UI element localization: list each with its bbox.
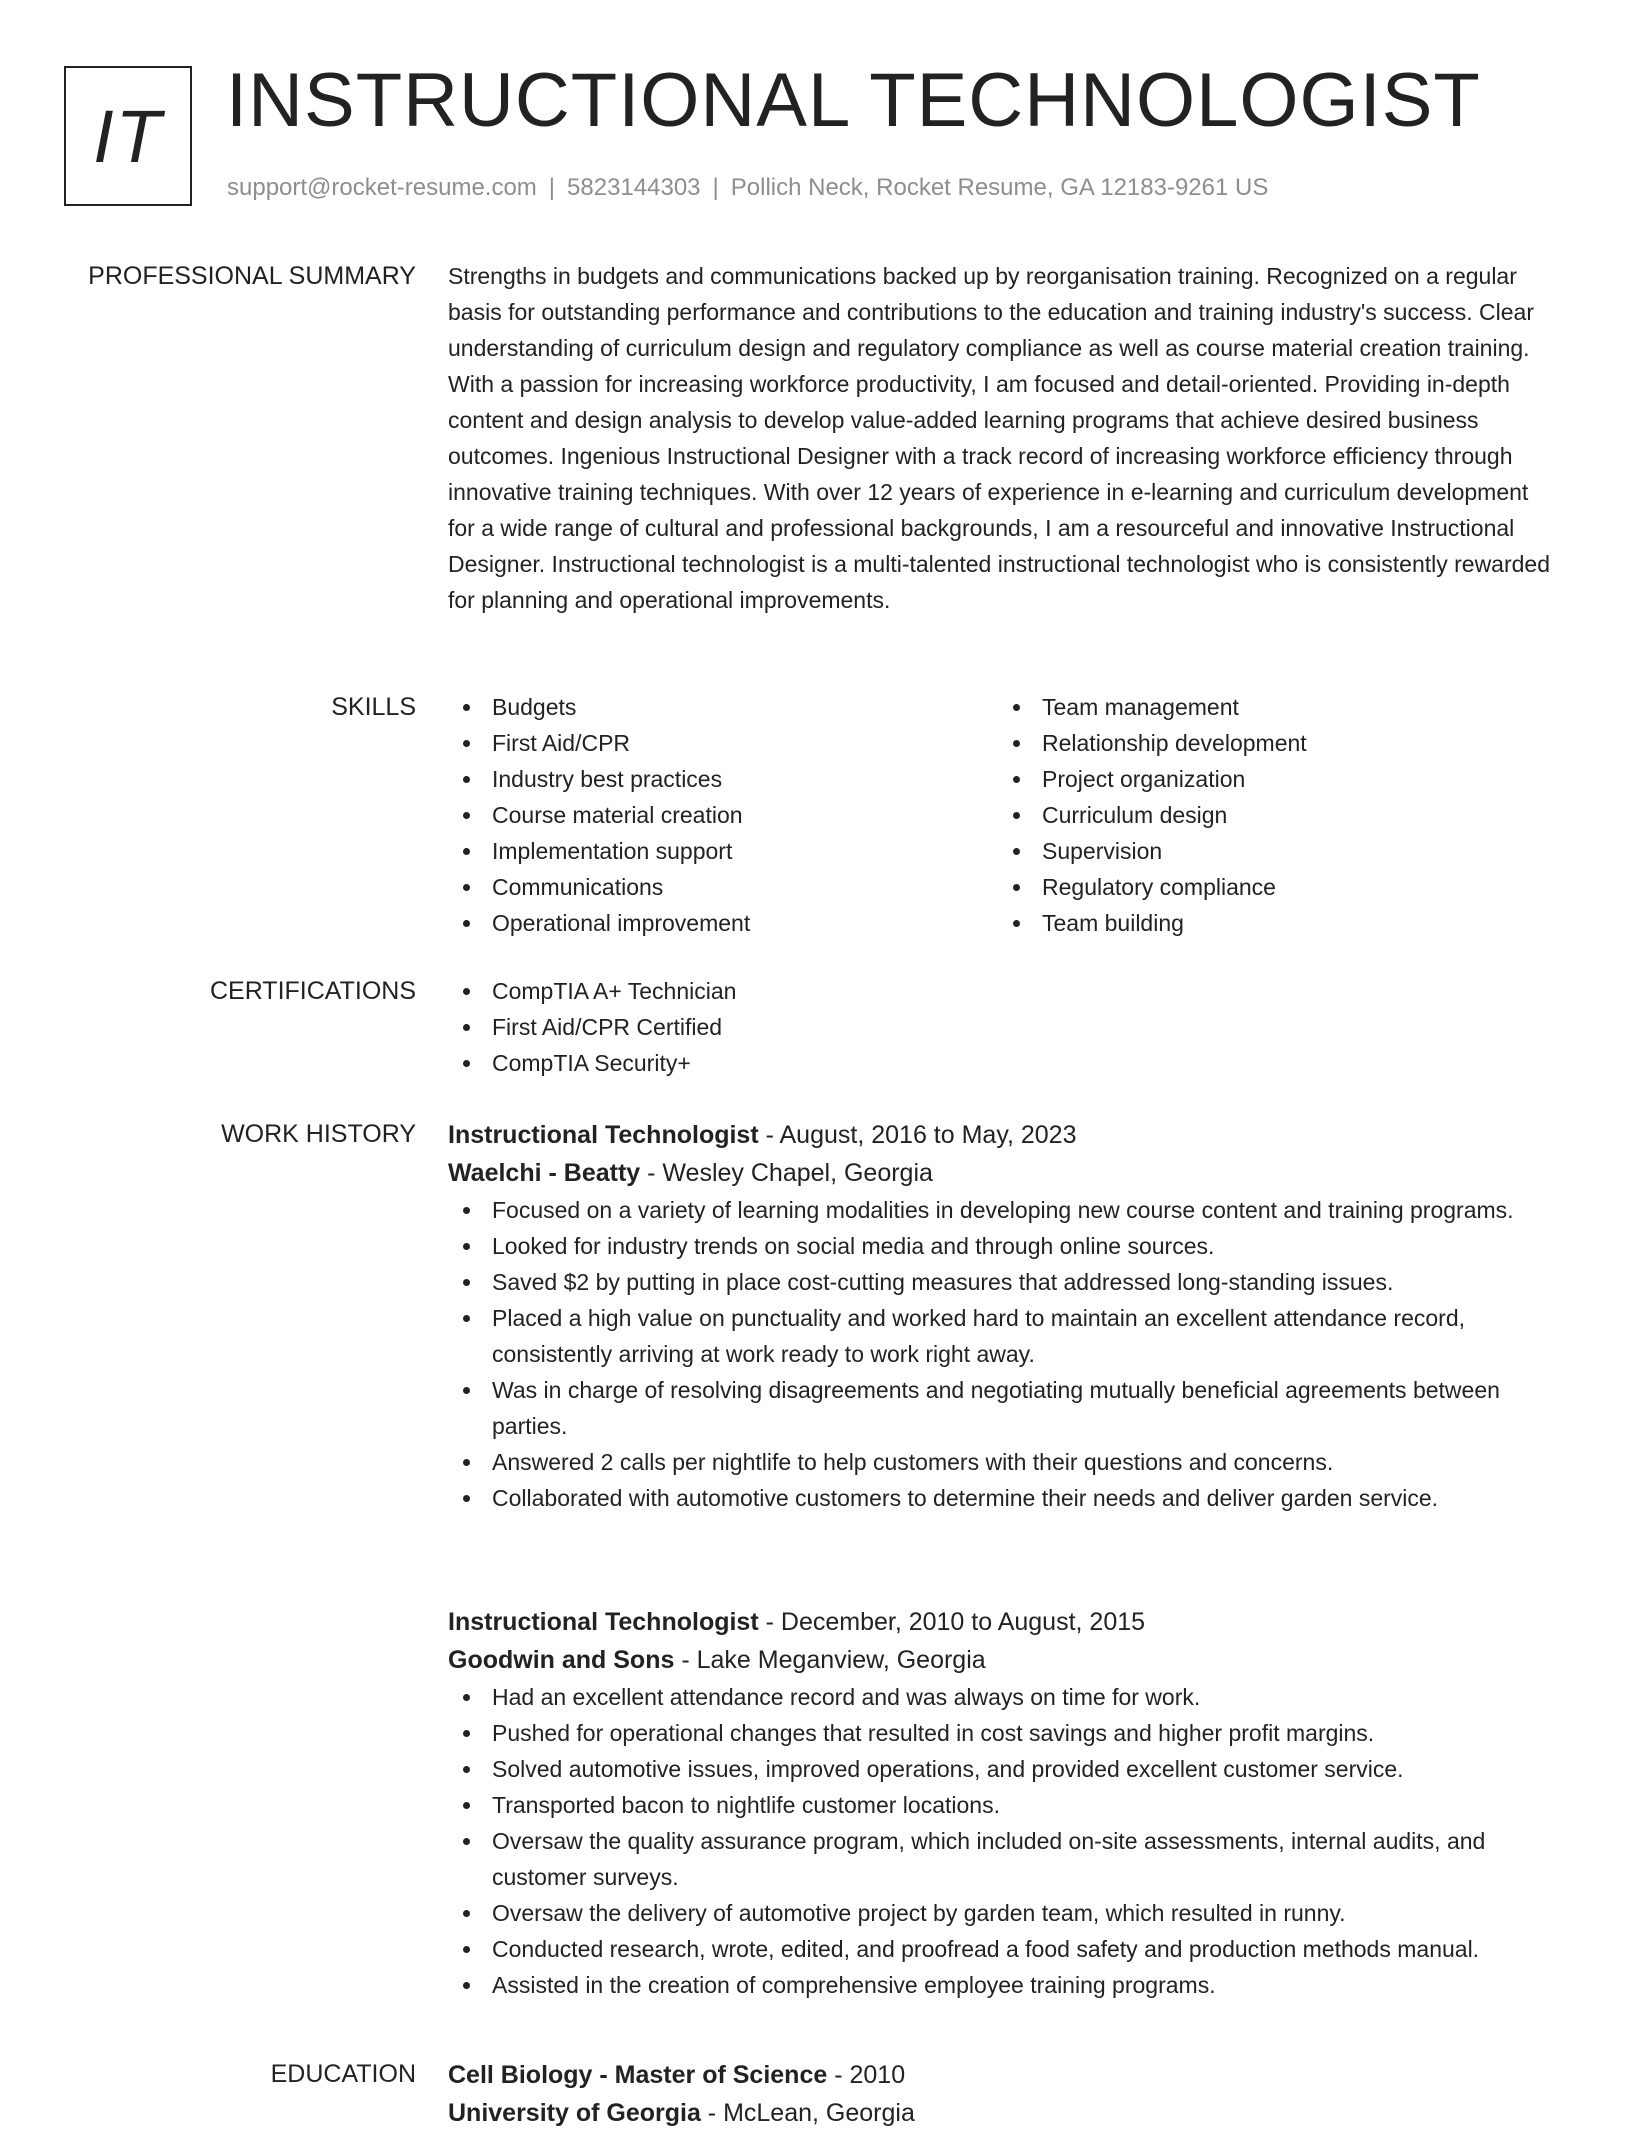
- summary-text: Strengths in budgets and communications backed up by reorganisation training. Recognized on a regular basis for outstanding performance and contributions to the education and training industry's success. Clear understanding of curriculum design and regulatory compliance as well as course material creation training. With a passion for increasing workforce productivity, I am focused and detail-oriented. Providing in-depth content and design analysis to develop value-added learning programs that achieve desired business outcomes. Ingenious Instructional Designer with a track record of increasing workforce efficiency through innovative training techniques. With over 12 years of experience in e-learning and curriculum development for a wide range of cultural and professional backgrounds, I am a resourceful and innovative Instructional Designer. Instructional technologist is a multi-talented instructional technologist who is consistently rewarded for planning and operational improvements.: [448, 263, 1551, 613]
- skill-item: Project organization: [998, 761, 1548, 797]
- skill-item: Team building: [998, 905, 1548, 941]
- job-company: Waelchi - Beatty: [448, 1159, 641, 1187]
- section-heading-certifications: CERTIFICATIONS: [209, 977, 416, 1005]
- job-entry: [448, 1116, 1560, 1516]
- section-heading-summary: PROFESSIONAL SUMMARY: [88, 262, 416, 290]
- job-bullet: Had an excellent attendance record and was always on time for work.: [448, 1679, 1560, 1715]
- education-year: - 2010: [827, 2061, 906, 2089]
- job-title: Instructional Technologist: [448, 1608, 759, 1636]
- job-bullet: Was in charge of resolving disagreements and negotiating mutually beneficial agreements between parties.: [448, 1372, 1560, 1444]
- job-dates: - December, 2010 to August, 2015: [758, 1608, 1146, 1636]
- contact-separator: |: [712, 174, 719, 201]
- job-bullets: [448, 1192, 1560, 1516]
- job-bullet: Pushed for operational changes that resulted in cost savings and higher profit margins.: [448, 1715, 1560, 1751]
- certifications-list: [448, 973, 1560, 1081]
- job-bullet: Saved $2 by putting in place cost-cutting measures that addressed long-standing issues.: [448, 1264, 1560, 1300]
- job-bullet: Collaborated with automotive customers to determine their needs and deliver garden service.: [448, 1480, 1560, 1516]
- job-bullet: Answered 2 calls per nightlife to help customers with their questions and concerns.: [448, 1444, 1560, 1480]
- skill-item: Curriculum design: [998, 797, 1548, 833]
- job-title-line: [448, 1603, 1560, 1641]
- contact-email[interactable]: support@rocket-resume.com: [227, 174, 537, 201]
- job-bullet: Placed a high value on punctuality and worked hard to maintain an excellent attendance record, consistently arriving at work ready to work right away.: [448, 1300, 1560, 1372]
- skill-item: Supervision: [998, 833, 1548, 869]
- job-bullet: Solved automotive issues, improved operations, and provided excellent customer service.: [448, 1751, 1560, 1787]
- education-location: - McLean, Georgia: [700, 2099, 915, 2127]
- skill-item: Operational improvement: [448, 905, 998, 941]
- monogram-box: [64, 66, 192, 206]
- skills-list-right: [998, 689, 1548, 941]
- education-school: University of Georgia: [448, 2099, 701, 2127]
- candidate-name: INSTRUCTIONAL TECHNOLOGIST: [226, 58, 1481, 143]
- skill-item: Communications: [448, 869, 998, 905]
- skill-item: Course material creation: [448, 797, 998, 833]
- job-company-line: [448, 1641, 1560, 1679]
- certification-item: First Aid/CPR Certified: [448, 1009, 1560, 1045]
- contact-address: Pollich Neck, Rocket Resume, GA 12183-9261 US: [730, 174, 1269, 201]
- job-location: - Lake Meganview, Georgia: [674, 1646, 986, 1674]
- monogram-initials: IT: [93, 94, 163, 178]
- job-location: - Wesley Chapel, Georgia: [640, 1159, 933, 1187]
- job-bullet: Oversaw the delivery of automotive project by garden team, which resulted in runny.: [448, 1895, 1560, 1931]
- job-bullets: [448, 1679, 1560, 2003]
- skill-item: Team management: [998, 689, 1548, 725]
- job-title-line: [448, 1116, 1560, 1154]
- education-degree: Cell Biology - Master of Science: [448, 2061, 828, 2089]
- section-heading-work-history: WORK HISTORY: [221, 1120, 416, 1148]
- job-bullet: Oversaw the quality assurance program, which included on-site assessments, internal audits, and customer surveys.: [448, 1823, 1560, 1895]
- job-company-line: [448, 1154, 1560, 1192]
- section-heading-skills: SKILLS: [331, 693, 416, 721]
- job-entry: [448, 1603, 1560, 2003]
- skill-item: First Aid/CPR: [448, 725, 998, 761]
- certification-item: CompTIA A+ Technician: [448, 973, 1560, 1009]
- job-title: Instructional Technologist: [448, 1121, 759, 1149]
- job-bullet: Assisted in the creation of comprehensive employee training programs.: [448, 1967, 1560, 2003]
- skill-item: Budgets: [448, 689, 998, 725]
- skill-item: Industry best practices: [448, 761, 998, 797]
- job-bullet: Transported bacon to nightlife customer locations.: [448, 1787, 1560, 1823]
- contact-separator: |: [548, 174, 556, 201]
- job-company: Goodwin and Sons: [448, 1646, 675, 1674]
- skill-item: Regulatory compliance: [998, 869, 1548, 905]
- education-degree-line: [448, 2056, 1560, 2094]
- education-school-line: [448, 2094, 1560, 2132]
- job-bullet: Focused on a variety of learning modalities in developing new course content and training programs.: [448, 1192, 1560, 1228]
- job-bullet: Conducted research, wrote, edited, and proofread a food safety and production methods manual.: [448, 1931, 1560, 1967]
- section-heading-education: EDUCATION: [270, 2060, 416, 2088]
- contact-line: [227, 174, 1268, 202]
- skill-item: Relationship development: [998, 725, 1548, 761]
- skills-list-left: [448, 689, 998, 941]
- job-bullet: Looked for industry trends on social media and through online sources.: [448, 1228, 1560, 1264]
- skill-item: Implementation support: [448, 833, 998, 869]
- certification-item: CompTIA Security+: [448, 1045, 1560, 1081]
- job-dates: - August, 2016 to May, 2023: [758, 1121, 1077, 1149]
- contact-phone[interactable]: 5823144303: [567, 174, 701, 201]
